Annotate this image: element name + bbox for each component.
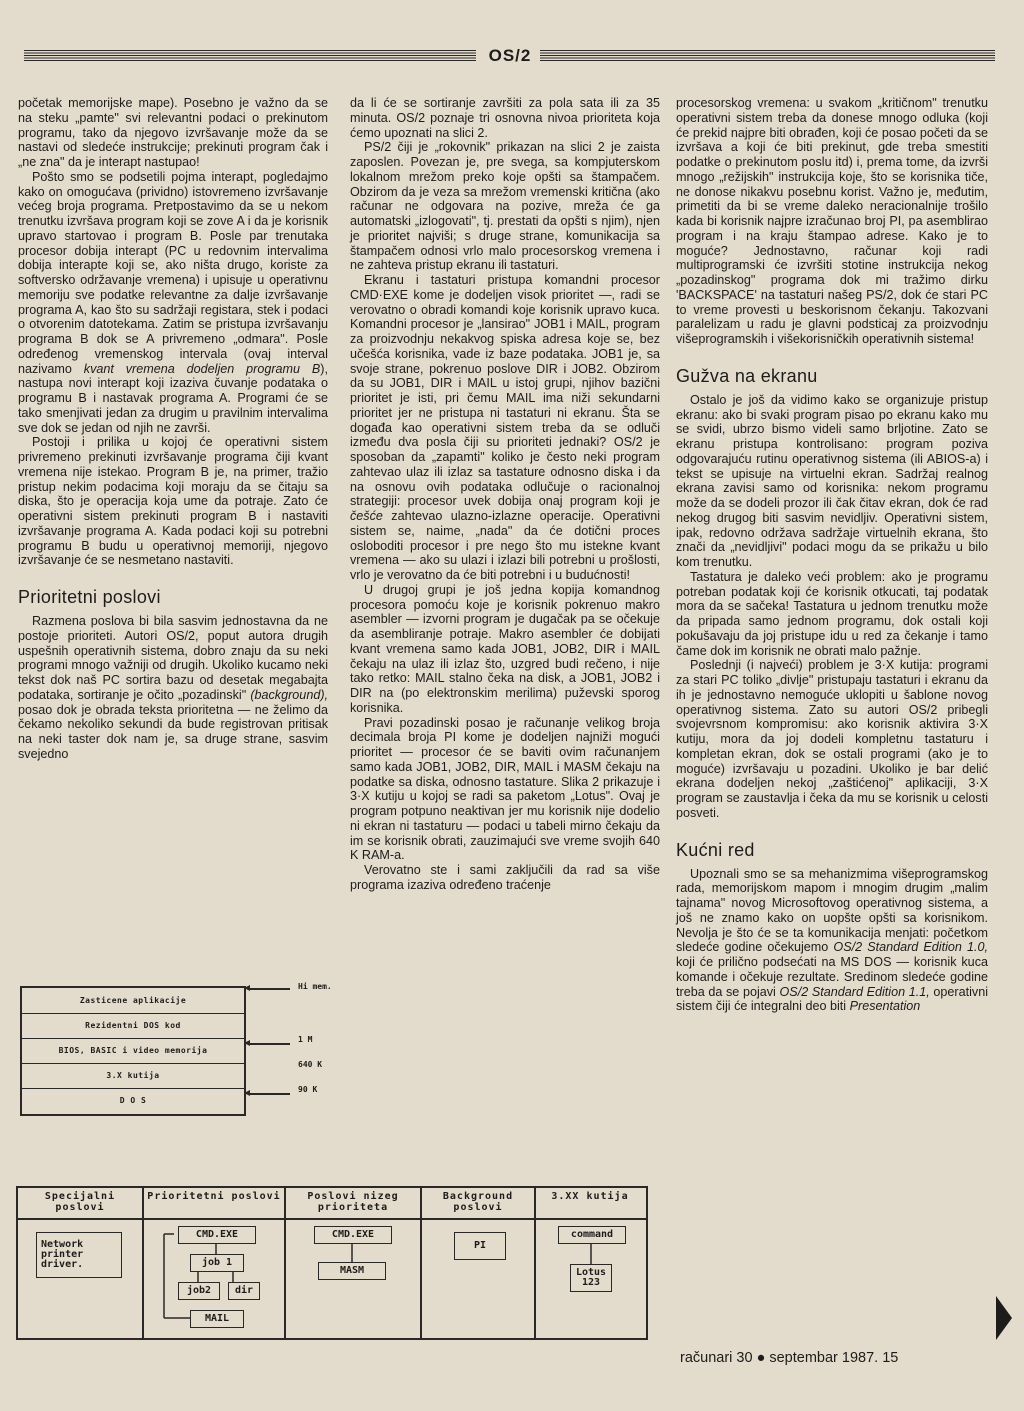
paragraph: procesorskog vremena: u svakom „kritičnom" trenutku operativni sistem treba da donese mnogo odluka (koji će prekid najpre biti obrađen, koji će posao početi da se izvršava a koji će biti prekinut, gde treba smestiti podatke o prekinutom poslu itd) i, prema tome, da izvrši mnogo „režijskih" instrukcija koje, što se korisnika tiče, ne donose nikakvu posebnu korist. Važno je, međutim, primetiti da bi se vreme daleko neracionalnije trošilo kada bi korisnik najpre izračunao broj PI, pa asemblirao program i na kraju štampao adrese. Kako je to moguće? Jednostavno, računar koji radi multiprogramski će izvršiti stotine instrukcija nekog „pozadinskog" programa dok mi tražimo dirku 'BACKSPACE' na tastaturi našeg PS/2, dok će stari PC to vreme provesti u beskorisnom čekanju. Takozvani paralelizam u radu je glavni podsticaj za proizvodnju višeprogramskih i višekorisničkih operativnih sistema! (676, 96, 988, 346)
cmd-exe-box: CMD.EXE (178, 1226, 256, 1244)
memory-map-row: Zasticene aplikacije (22, 988, 244, 1014)
paragraph: Verovatno ste i sami zaključili da rad sa više programa izaziva određeno traćenje (350, 863, 660, 892)
paragraph: U drugoj grupi je još jedna kopija komandnog procesora pomoću koje je korisnik pokrenuo makro asembler — izvorni program je dugačak pa se očekuje da asembliranje potraje. Makro asembler će dobijati kvant vremena samo kada JOB1, JOB2, DIR i MAIL čekaju na ulaz ili izlaz što, uzgred budi rečeno, i nije tako retko: MAIL stalno čeka na disk, a JOB1, JOB2 i DIR na (po elektronskim merilima) puževski sporog korisnika. (350, 582, 660, 715)
paragraph: Ostalo je još da vidimo kako se organizuje pristup ekranu: ako bi svaki program pisao po ekranu kako mu se svidi, ubrzo bismo videli samo brljotine. Zato se ekranu pristupa kontrolisano: program poziva odgovarajuću rutinu operativnog sistema (ili ABIOS-a) i tekst se upisuje na virtuelni ekran. Sadržaj realnog ekrana zavisi samo od korisnika: nekom programu može da se dodeli prozor ili čak čitav ekran, dok će rad nekog drugog biti sasvim nevidljiv. Operativni sistem, ipak, redovno održava sadržaje virtuelnih ekrana, što znači da „nevidljivi" podaci mogu da se prikažu u bilo kom trenutku. (676, 392, 988, 569)
paragraph: Tastatura je daleko veći problem: ako je programu potreban podatak koji će korisnik otkucati, taj podatak mora da se sačeka! Tastatura u jednom trenutku može da pripada samo jednom programu, dok ostali koji pokušavaju da joj pristupe idu u red za čekanje i tamo čame dok im korisnik ne obrati malo pažnje. (676, 569, 988, 658)
column-1 (18, 96, 328, 762)
command-box: command (558, 1226, 626, 1244)
paragraph: Postoji i prilika u kojoj će operativni sistem privremeno prekinuti izvršavanje programa čiji kvant vremena nije istekao. Program B je, na primer, tražio pristup nekim podacima koji moraju da se čitaju sa diska, što je operacija koja ume da potraje. Zato će operativni sistem prekinuti program B i nastaviti izvršavanje programa A. Kada podaci koji su potrebni programu B budu u operativnoj memoriji, njegovo izvršavanje će se nesmetano nastaviti. (18, 435, 328, 568)
arrow-left-icon (248, 1043, 290, 1045)
diagram-connectors (18, 1188, 646, 1338)
column-header-3x: 3.XX kutija (551, 1191, 629, 1202)
memory-map-row: Rezidentni DOS kod (22, 1013, 244, 1039)
cmd-exe-box-2: CMD.EXE (314, 1226, 392, 1244)
masm-box: MASM (318, 1262, 386, 1280)
column-header-special: Specijalni poslovi (44, 1191, 116, 1213)
memory-map-figure (16, 980, 332, 1116)
paragraph: PS/2 čiji je „rokovnik" prikazan na slici 2 je zaista zaposlen. Povezan je, pre svega, sa kompjuterskom lokalnom mrežom preko koje opšti sa štampačem. Obzirom da je veza sa mrežom vremenski kritična (ako računar ne odgovara na pozive, mreža će ga automatski „izlogovati", tj. prestati da opšti s njim), njen je prioritet najviši; s druge strane, komunikacija sa štampačem odnosi vrlo malo procesorskog vremena i ne zahteva pristup ekranu ili tastaturi. (350, 140, 660, 273)
memory-map-label: Hi mem. (298, 982, 332, 991)
memory-map-box (20, 986, 246, 1116)
memory-map-label: 1 M (298, 1035, 313, 1044)
dir-box: dir (228, 1282, 260, 1300)
paragraph: da li će se sortiranje završiti za pola sata ili za 35 minuta. OS/2 poznaje tri osnovna nivoa prioriteta koja ćemo upoznati na slici 2. (350, 96, 660, 140)
paragraph: Razmena poslova bi bila sasvim jednostavna da ne postoje prioriteti. Autori OS/2, poput autora drugih uspešnih operativnih sistema, dobro znaju da su neki programi mnogo važniji od drugih. Ukoliko kucamo neki tekst dok naš PC sortira bazu od desetak megabajta podataka, sortiranje je očito „pozadinski" (background), posao dok je obrada teksta prioritetna — ne želimo da čekamo nekoliko sekundi da bude registrovan pritisak na neki taster dok nam je, sa druge strane, sasvim svejedno (18, 614, 329, 761)
priority-diagram (16, 1186, 648, 1340)
column-3 (676, 96, 988, 1014)
network-printer-box: Network printer driver. (36, 1232, 122, 1278)
paragraph: početak memorijske mape). Posebno je važno da se na steku „pamte" svi relevantni podaci o prekinutom programu, tako da njegovo izvršavanje može da se nastavi od sledeće instrukcije; prekinuti program čak i „ne zna" da je interapt nastupao! (18, 96, 328, 169)
job2-box: job2 (178, 1282, 220, 1300)
column-header-background: Background poslovi (442, 1191, 514, 1213)
paragraph: Ekranu i tastaturi pristupa komandni procesor CMD·EXE kome je dodeljen visok prioritet —, radi se verovatno o obradi komandi koje korisnik upravo kuca. Komandni procesor je „lansirao" JOB1 i MAIL, program za proizvodnju nekakvog spiska adresa koje se, bez učešća korisnika, vade iz baze podataka. JOB1 je, sa svoje strane, pokrenuo poslove DIR i JOB2. Obzirom da su JOB1, DIR i MAIL u istoj grupi, njihov bazični prioritet je isti, pri čemu MAIL ima niži sekundarni prioritet jer ne pristupa ni tastaturi ni ekranu. Šta se događa kao operativni sistem treba da se odluči između dva posla čiji su prioriteti jednaki? OS/2 je sposoban da „zapamti" koliko je često neki program zahtevao ulaz ili izlaz sa tastature odnosno diska i da na osnovu ovih podataka odlučuje o racionalnoj strategiji: procesor uvek dobija onaj program koji je češće zahtevao ulazno-izlazne operacije. Operativni sistem se, naime, „nada" da će dotični proces osloboditi procesor i pre nego što mu istekne kvant vremena — ako su ulazi i izlazi bili potrebni u prošlosti, vrlo je verovatno da će biti potrebni i u budućnosti! (350, 273, 661, 582)
paragraph: Pravi pozadinski posao je računanje velikog broja decimala broja PI kome je dodeljen najniži mogući prioritet — procesor će se baviti ovim računanjem samo kada JOB1, JOB2, DIR, MAIL i MASM čekaju na podatke sa diska, odnosno tastature. Slika 2 prikazuje i 3·X kutiju u kojoj se radi sa paketom „Lotus". Ovaj je program potpuno neaktivan jer mu korisnik nije dodelio ni ekran ni tastaturu — podaci u tabeli mirno čekaju da im se korisnik obrati, zauzimajući sve vreme svojih 640 K RAM-a. (350, 715, 660, 863)
lotus-box: Lotus 123 (570, 1264, 612, 1292)
memory-map-label: 90 K (298, 1085, 318, 1094)
section-heading: Prioritetni poslovi (18, 587, 161, 607)
memory-map-row: BIOS, BASIC i video memorija (22, 1038, 244, 1064)
header-rule-right (540, 50, 995, 61)
column-header-priority: Prioritetni poslovi (147, 1191, 281, 1202)
paragraph: Upoznali smo se sa mehanizmima višeprogramskog rada, memorijskom mapom i mnogim drugim „malim tajnama" novog Microsoftovog operativnog sistema, a još ne znamo kako on uopšte opšti sa korisnikom. Nevolja je što će se ta komunikacija menjati: početkom sledeće godine očekujemo OS/2 Standard Edition 1.0, koji će prilično podsećati na MS DOS — korisnik kuca komande i očekuje rezultate. Sredinom sledeće godine treba da se pojavi OS/2 Standard Edition 1.1, operativni sistem čiji će integralni deo biti Presentation (676, 866, 989, 1014)
continue-arrow-icon (996, 1296, 1012, 1340)
header-rule-left (24, 50, 476, 61)
mail-box: MAIL (190, 1310, 244, 1328)
arrow-left-icon (248, 988, 290, 990)
paragraph: Poslednji (i najveći) problem je 3·X kutija: programi za stari PC toliko „divlje" pristupaju tastaturi i ekranu da ih je jednostavno nemoguće uklopiti u šablone novog operativnog sistema. Zato su autori OS/2 pribegli svojevrsnom kompromisu: ako korisnik aktivira 3·X kutiju, mora da joj dodeli kompletnu tastaturu i kompletan ekran, dok se ostali programi (ako je to moguće) izvršavaju u pozadini. Ukoliko je bar delić ekrana dodeljen nekoj „zaštićenoj" aplikaciji, 3·X program se zaustavlja i čeka da mu se korisnik u celosti posveti. (676, 658, 988, 820)
column-header-lower: Poslovi nizeg prioriteta (307, 1191, 399, 1213)
memory-map-label: 640 K (298, 1060, 323, 1069)
job1-box: job 1 (190, 1254, 244, 1272)
memory-map-row: 3.X kutija (22, 1063, 244, 1089)
memory-map-row: D O S (119, 1096, 147, 1105)
section-heading: Kućni red (676, 839, 755, 860)
column-2 (350, 96, 660, 893)
pi-box: PI (454, 1232, 506, 1260)
page-footer: računari 30 ● septembar 1987. 15 (680, 1350, 899, 1366)
arrow-left-icon (248, 1093, 290, 1095)
section-heading: Gužva na ekranu (676, 365, 818, 386)
header-title: OS/2 (488, 46, 532, 65)
paragraph: Pošto smo se podsetili pojma interapt, pogledajmo kako on omogućava (prividno) istovremeno izvršavanje većeg broja programa. Pretpostavimo da se u nekom trenutku izvršava program koji se zove A i da je korisnik upravo startovao i program B. Posle par trenutaka procesor dobija interapt (PC u redovnim intervalima dobija interapte koji se, ako ništa drugo, koriste za softversko održavanje vremena) i upisuje u operativnu memoriju sve podatke relevantne za dalje izvršavanje programa A, kao što su sadržaji registara, stek i podaci o otvorenim datotekama. Zatim se pristupa izvršavanju programa B dok se A privremeno „odmara". Posle određenog vremenskog intervala (ovaj interval nazivamo kvant vremena dodeljen programu B), nastupa novi interapt koji izaziva čuvanje podataka o programu B i nastavak programa A. Programi će se tako smenjivati jedan za drugim u pravilnim intervalima sve dok se jedan od njih ne završi. (18, 169, 328, 435)
